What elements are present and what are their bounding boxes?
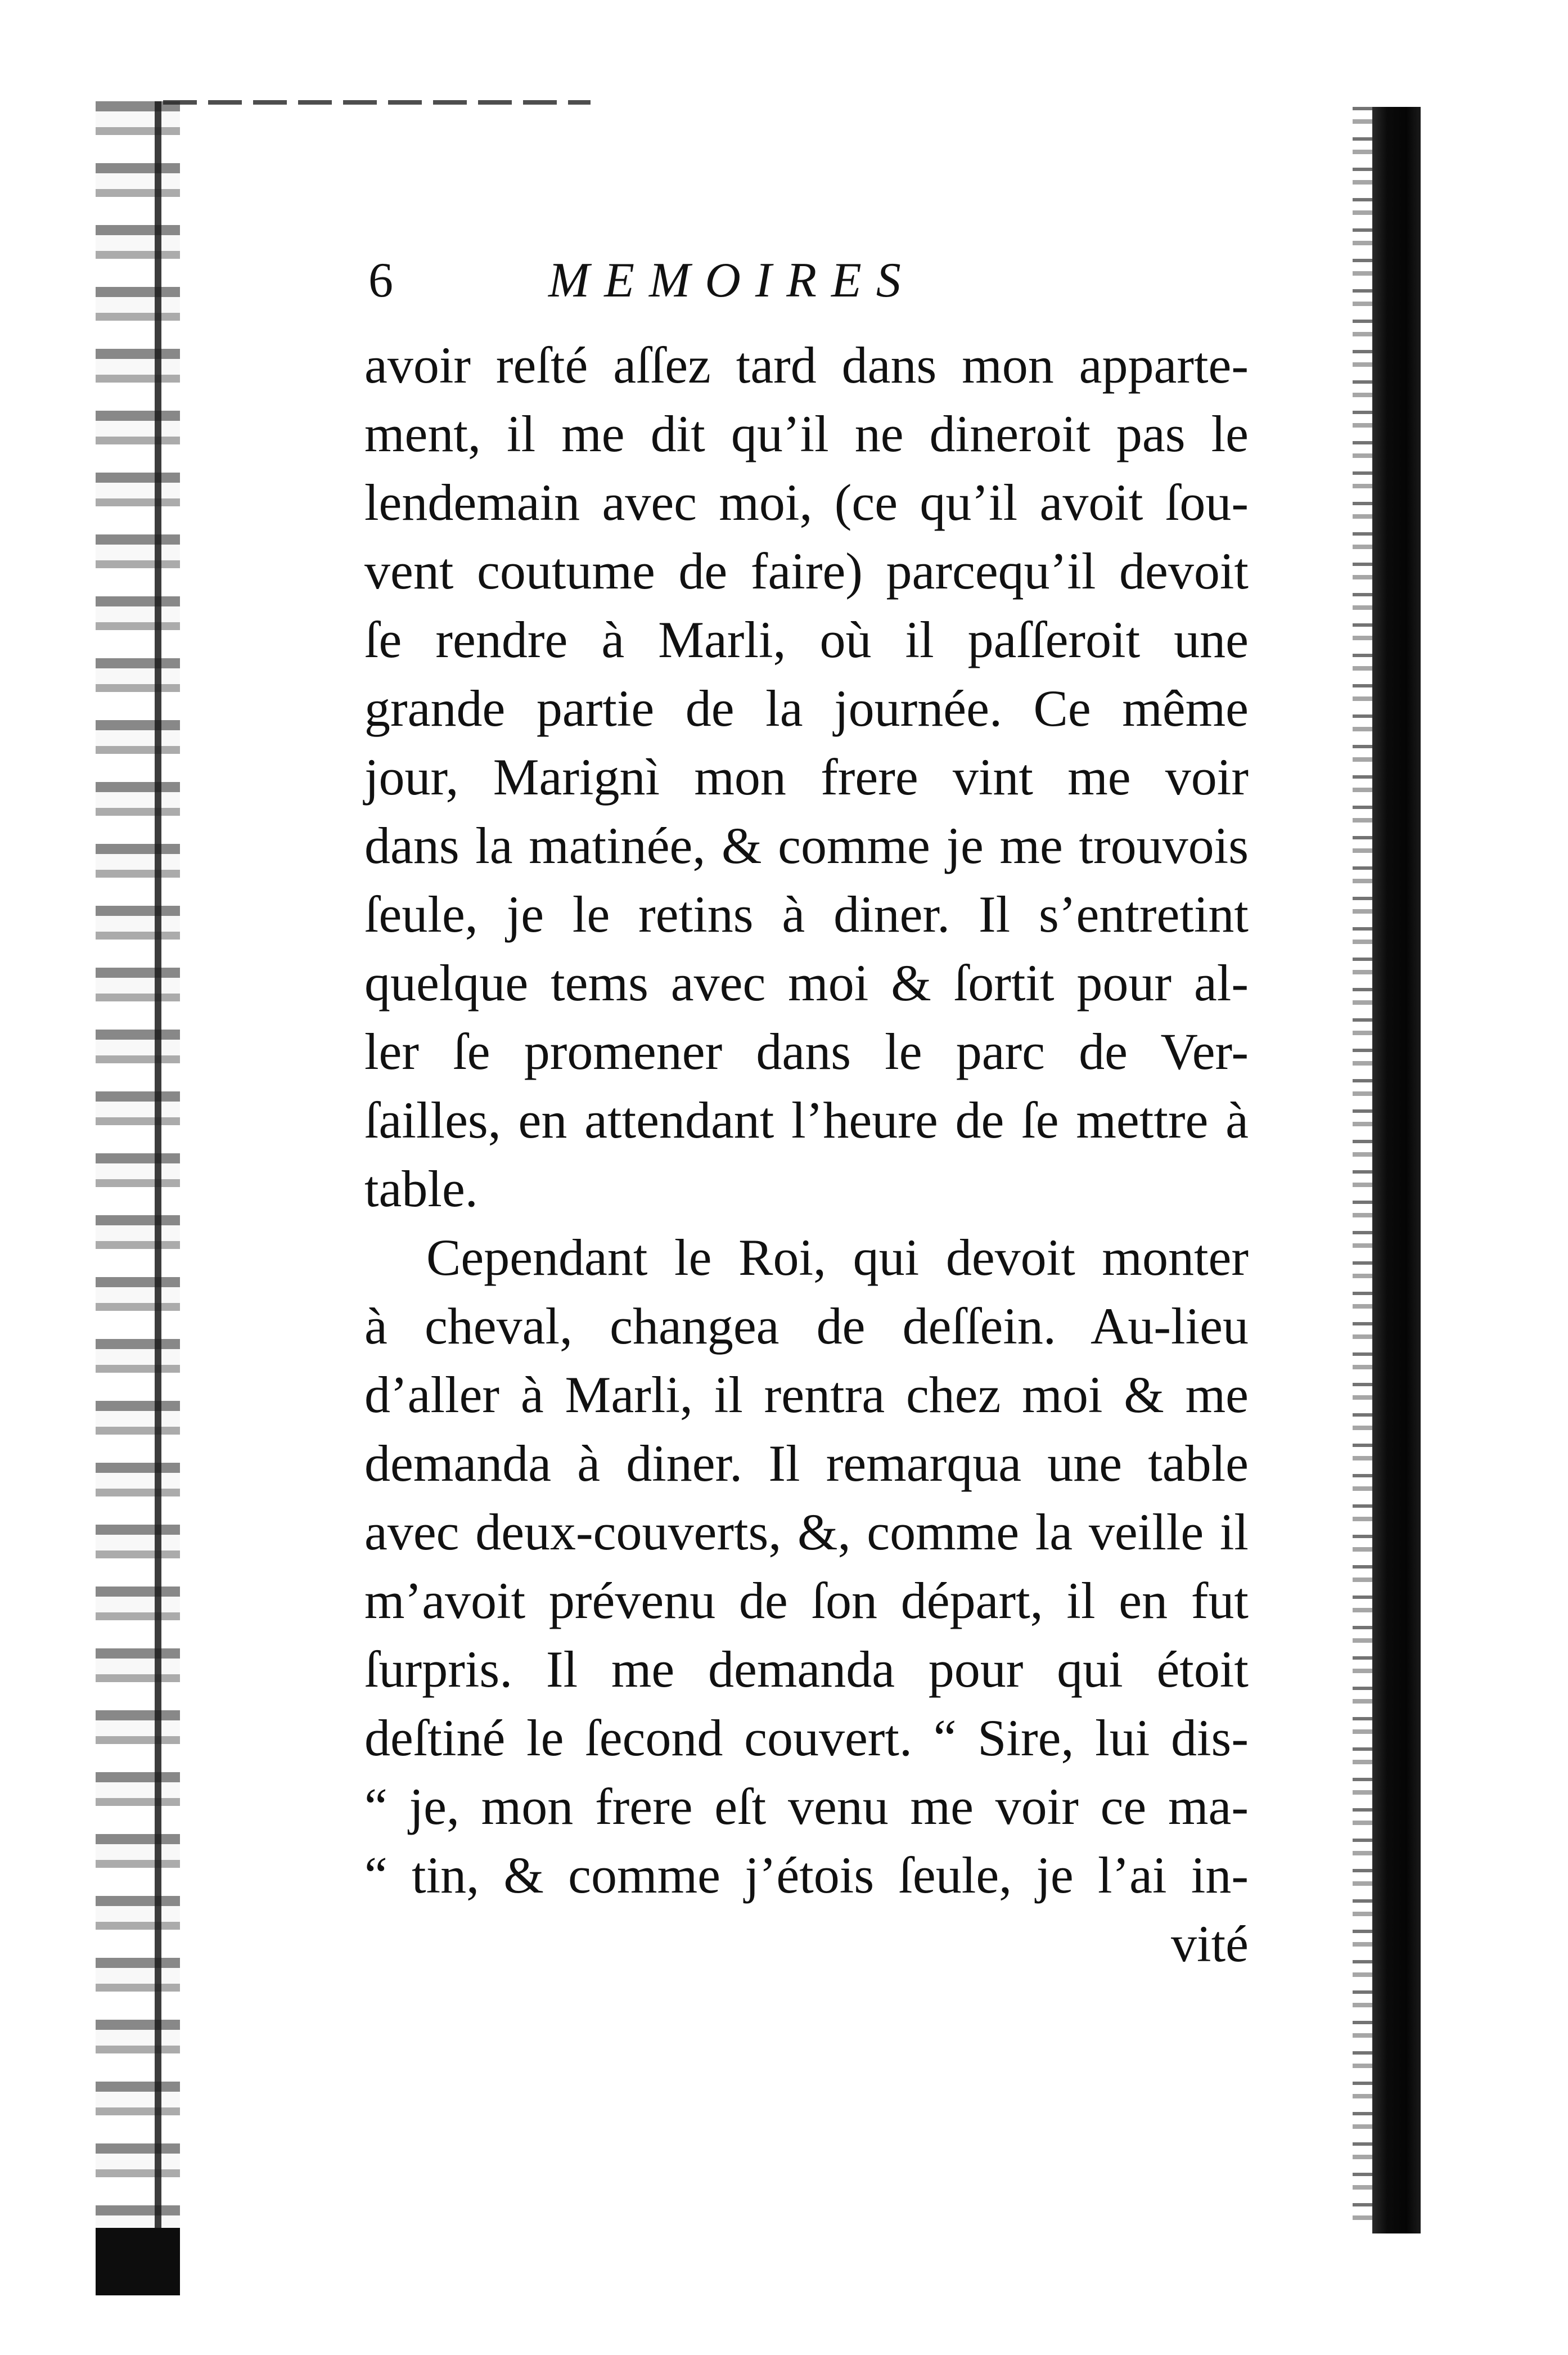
- text-line: lendemain avec moi, (ce qu’il avoit ſou-: [364, 474, 1249, 531]
- running-head: MEMOIRES: [548, 253, 916, 308]
- text-line: deſtiné le ſecond couvert. “ Sire, lui dis-: [364, 1709, 1249, 1767]
- scan-left-border: [155, 101, 161, 2273]
- text-line: ſe rendre à Marli, où il paſſeroit une: [364, 611, 1249, 668]
- text-line: d’aller à Marli, il rentra chez moi & me: [364, 1366, 1249, 1423]
- text-line: ſeule, je le retins à diner. Il s’entretint: [364, 886, 1249, 943]
- text-line: ſurpris. Il me demanda pour qui étoit: [364, 1641, 1249, 1698]
- text-line: quelque tems avec moi & ſortit pour al-: [364, 954, 1249, 1012]
- text-line: à cheval, changea de deſſein. Au-lieu: [364, 1297, 1249, 1355]
- text-line: vent coutume de faire) parcequ’il devoit: [364, 542, 1249, 600]
- scan-corner-shadow: [96, 2228, 180, 2295]
- text-line: demanda à diner. Il remarqua une table: [364, 1435, 1249, 1492]
- scan-right-edge: [1372, 107, 1421, 2233]
- text-line: “ tin, & comme j’étois ſeule, je l’ai in-: [364, 1846, 1249, 1904]
- text-line: ler ſe promener dans le parc de Ver-: [364, 1023, 1249, 1080]
- page-number: 6: [368, 253, 393, 308]
- text-line: grande partie de la journée. Ce même: [364, 680, 1249, 737]
- text-line: “ je, mon frere eſt venu me voir ce ma-: [364, 1778, 1249, 1835]
- text-line: Cependant le Roi, qui devoit monter: [426, 1229, 1249, 1286]
- scan-right-speckle: [1353, 107, 1375, 2233]
- catchword: vité: [1171, 1915, 1249, 1972]
- text-line: avoir reſté aſſez tard dans mon apparte-: [364, 336, 1249, 394]
- scan-left-edge: [96, 101, 180, 2295]
- body-text: [364, 331, 1249, 1978]
- text-line: dans la matinée, & comme je me trouvois: [364, 817, 1249, 874]
- text-line: m’avoit prévenu de ſon départ, il en fut: [364, 1572, 1249, 1629]
- scan-top-border: [163, 100, 591, 105]
- text-line: jour, Marignì mon frere vint me voir: [364, 748, 1249, 806]
- text-line: avec deux-couverts, &, comme la veille il: [364, 1503, 1249, 1561]
- text-line: ment, il me dit qu’il ne dineroit pas le: [364, 405, 1249, 462]
- text-line: ſailles, en attendant l’heure de ſe mettre à: [364, 1091, 1249, 1149]
- text-line: table.: [364, 1160, 478, 1217]
